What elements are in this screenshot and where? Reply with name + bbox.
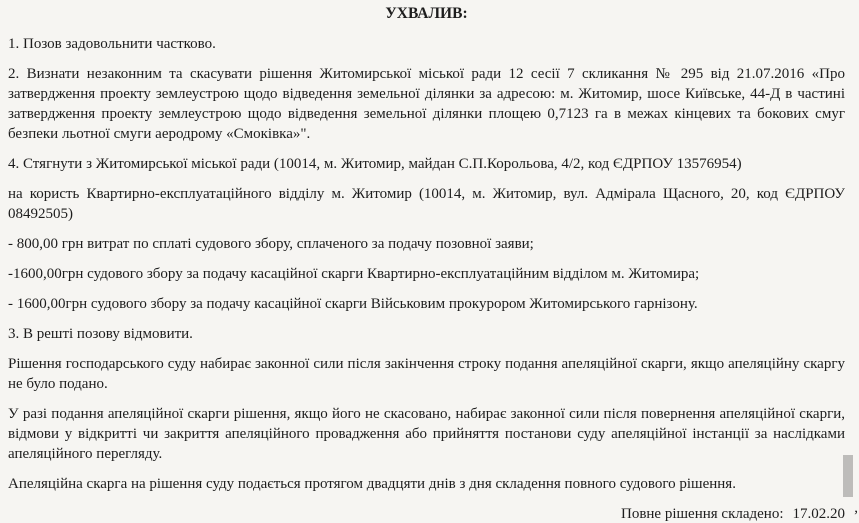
- paragraph-appeal-deadline: Апеляційна скарга на рішення суду подається протягом двадцяти днів з дня складення повного судового рішення.: [8, 476, 736, 492]
- paragraph-decision-legal-force: Рішення господарського суду набирає законної сили після закінчення строку подання апеляційної скарги, якщо апеляційну скаргу не було подано.: [8, 356, 845, 392]
- paragraph-annul-council-decision: 2. Визнати незаконним та скасувати рішення Житомирської міської ради 12 сесії 7 скликання № 295 від 21.07.2016 «Про затвердження проекту землеустрою щодо відведення земельної ділянки за адресою: м. Житомир, шосе Київське, 44-Д в частині затвердження проекту землеустрою щодо відведення земельної ділянки площею 0,7123 га в межах кінцевих та бокових смуг безпеки льотної смуги аеродрому «Смоківка»".: [8, 66, 845, 142]
- paragraph-recover-from-city-council: 4. Стягнути з Житомирської міської ради (10014, м. Житомир, майдан С.П.Корольова, 4/2, код ЄДРПОУ 13576954): [8, 156, 742, 172]
- paragraph-court-fee-1600-department: -1600,00грн судового збору за подачу касаційної скарги Квартирно-експлуатаційним відділом м. Житомира;: [8, 266, 700, 282]
- footer-full-decision-date: [8, 504, 845, 523]
- paragraph-court-fee-800: - 800,00 грн витрат по сплаті судового збору, сплаченого за подачу позовної заяви;: [8, 236, 534, 252]
- cropped-text-fragment: ,: [854, 500, 858, 516]
- footer-label: Повне рішення складено:: [620, 506, 784, 522]
- paragraph-appeal-consequences: У разі подання апеляційної скарги рішення, якщо його не скасовано, набирає законної сили після повернення апеляційної скарги, відмови у відкритті чи закриття апеляційного провадження або прийняття постанови суду апеляційної інстанції за наслідками апеляційного перегляду.: [8, 406, 845, 462]
- footer-date: 17.02.20: [792, 506, 845, 522]
- document-title: УХВАЛИВ:: [385, 5, 468, 22]
- paragraph-rest-of-claim-denied: 3. В решті позову відмовити.: [8, 326, 193, 342]
- vertical-scrollbar-thumb[interactable]: [843, 455, 853, 497]
- paragraph-court-fee-1600-prosecutor: - 1600,00грн судового збору за подачу касаційної скарги Військовим прокурором Житомирського гарнізону.: [8, 296, 698, 312]
- paragraph-claim-partially-satisfied: 1. Позов задовольнити частково.: [8, 36, 216, 52]
- paragraph-in-favor-of-department: на користь Квартирно-експлуатаційного відділу м. Житомир (10014, м. Житомир, вул. Адмірала Щасного, 20, код ЄДРПОУ 08492505): [8, 186, 845, 222]
